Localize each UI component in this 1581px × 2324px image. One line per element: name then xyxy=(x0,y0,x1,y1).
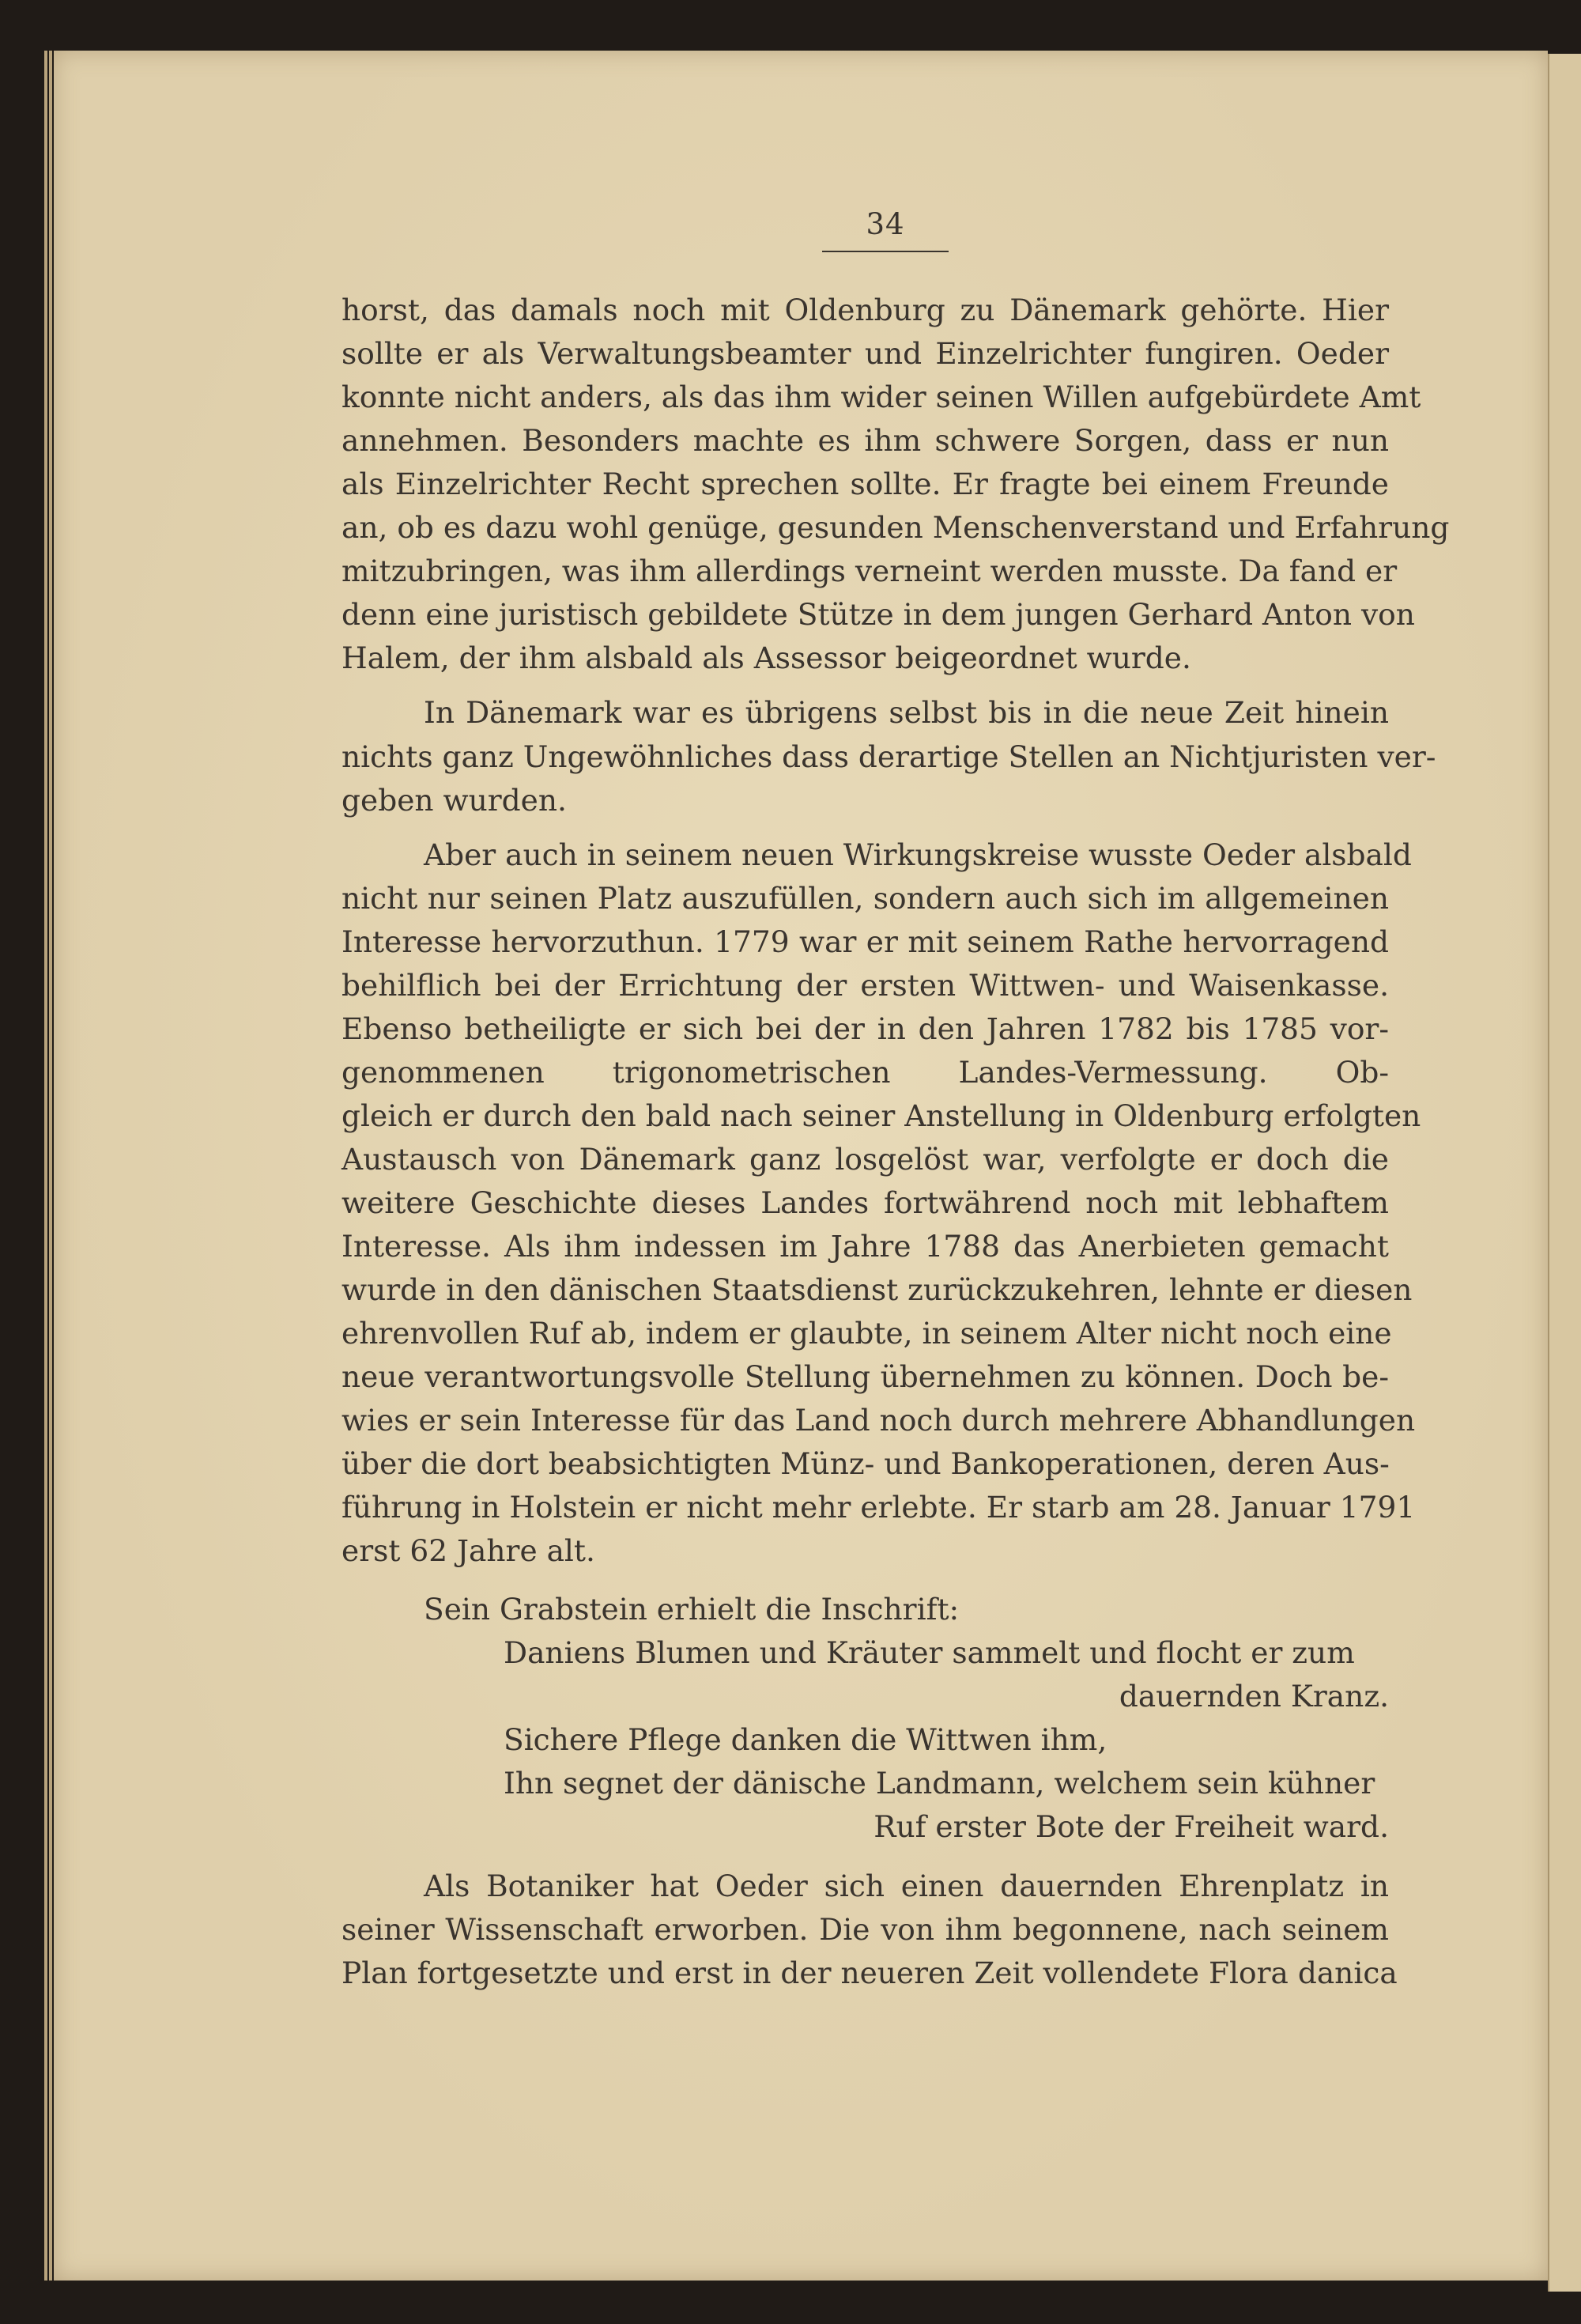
text-line: an, ob es dazu wohl genüge, gesunden Menschenverstand und Erfahrung xyxy=(341,510,1450,545)
inscription-verse: Daniens Blumen und Kräuter sammelt und flocht er zum xyxy=(504,1635,1355,1670)
text-line: führung in Holstein er nicht mehr erlebte. Er starb am 28. Januar 1791 xyxy=(341,1490,1416,1525)
text-line: behilflich bei der Errichtung der ersten Wittwen- und Waisenkasse. xyxy=(341,968,1389,1003)
text-line: ehrenvollen Ruf ab, indem er glaubte, in seinem Alter nicht noch eine xyxy=(341,1316,1392,1351)
text-line: denn eine juristisch gebildete Stütze in dem jungen Gerhard Anton von xyxy=(341,597,1415,632)
page-edge xyxy=(44,51,47,2281)
text-line: mitzubringen, was ihm allerdings verneint werden musste. Da fand er xyxy=(341,554,1398,588)
text-line: Ebenso betheiligte er sich bei der in den Jahren 1782 bis 1785 vor- xyxy=(341,1011,1389,1046)
text-line: In Dänemark war es übrigens selbst bis in die neue Zeit hinein xyxy=(424,695,1389,730)
inscription-verse: Ihn segnet der dänische Landmann, welchem sein kühner xyxy=(504,1766,1375,1801)
text-line: über die dort beabsichtigten Münz- und Bankoperationen, deren Aus- xyxy=(341,1446,1390,1481)
inscription-verse: dauernden Kranz. xyxy=(1119,1679,1389,1714)
text-line: nichts ganz Ungewöhnliches dass derartige Stellen an Nichtjuristen ver- xyxy=(341,739,1436,774)
text-line: konnte nicht anders, als das ihm wider seinen Willen aufgebürdete Amt xyxy=(341,380,1421,414)
text-line: Interesse. Als ihm indessen im Jahre 1788 das Anerbieten gemacht xyxy=(341,1229,1389,1264)
text-line: horst, das damals noch mit Oldenburg zu Dänemark gehörte. Hier xyxy=(341,293,1389,327)
text-line: genommenen trigonometrischen Landes-Vermessung. Ob- xyxy=(341,1055,1389,1090)
text-line: Als Botaniker hat Oeder sich einen dauernden Ehrenplatz in xyxy=(424,1869,1389,1903)
text-line: gleich er durch den bald nach seiner Anstellung in Oldenburg erfolgten xyxy=(341,1098,1421,1133)
facing-page-edge xyxy=(1548,54,1581,2292)
text-line: nicht nur seinen Platz auszufüllen, sondern auch sich im allgemeinen xyxy=(341,881,1389,916)
text-line: als Einzelrichter Recht sprechen sollte. Er fragte bei einem Freunde xyxy=(341,467,1389,501)
inscription-verse: Ruf erster Bote der Freiheit ward. xyxy=(874,1809,1389,1844)
text-line: wies er sein Interesse für das Land noch durch mehrere Abhandlungen xyxy=(341,1403,1416,1438)
text-line: Austausch von Dänemark ganz losgelöst war, verfolgte er doch die xyxy=(341,1142,1389,1177)
text-line: annehmen. Besonders machte es ihm schwere Sorgen, dass er nun xyxy=(341,423,1389,458)
text-line: erst 62 Jahre alt. xyxy=(341,1533,595,1568)
text-line: geben wurden. xyxy=(341,783,567,818)
text-line: weitere Geschichte dieses Landes fortwährend noch mit lebhaftem xyxy=(341,1185,1389,1220)
text-line: Halem, der ihm alsbald als Assessor beigeordnet wurde. xyxy=(341,641,1191,675)
text-line: seiner Wissenschaft erworben. Die von ihm begonnene, nach seinem xyxy=(341,1912,1389,1947)
text-line: sollte er als Verwaltungsbeamter und Einzelrichter fungiren. Oeder xyxy=(341,336,1389,371)
text-line: neue verantwortungsvolle Stellung übernehmen zu können. Doch be- xyxy=(341,1359,1389,1394)
page-number: 34 xyxy=(866,207,905,241)
page-edge xyxy=(49,51,52,2281)
text-line: wurde in den dänischen Staatsdienst zurückzukehren, lehnte er diesen xyxy=(341,1272,1413,1307)
text-line: Sein Grabstein erhielt die Inschrift: xyxy=(424,1592,960,1627)
inscription-verse: Sichere Pflege danken die Wittwen ihm, xyxy=(504,1722,1107,1757)
text-line: Aber auch in seinem neuen Wirkungskreise wusste Oeder alsbald xyxy=(424,837,1412,872)
page-number-rule xyxy=(822,251,949,252)
text-line: Plan fortgesetzte und erst in der neueren Zeit vollendete Flora danica xyxy=(341,1956,1398,1990)
text-line: Interesse hervorzuthun. 1779 war er mit seinem Rathe hervorragend xyxy=(341,924,1389,959)
